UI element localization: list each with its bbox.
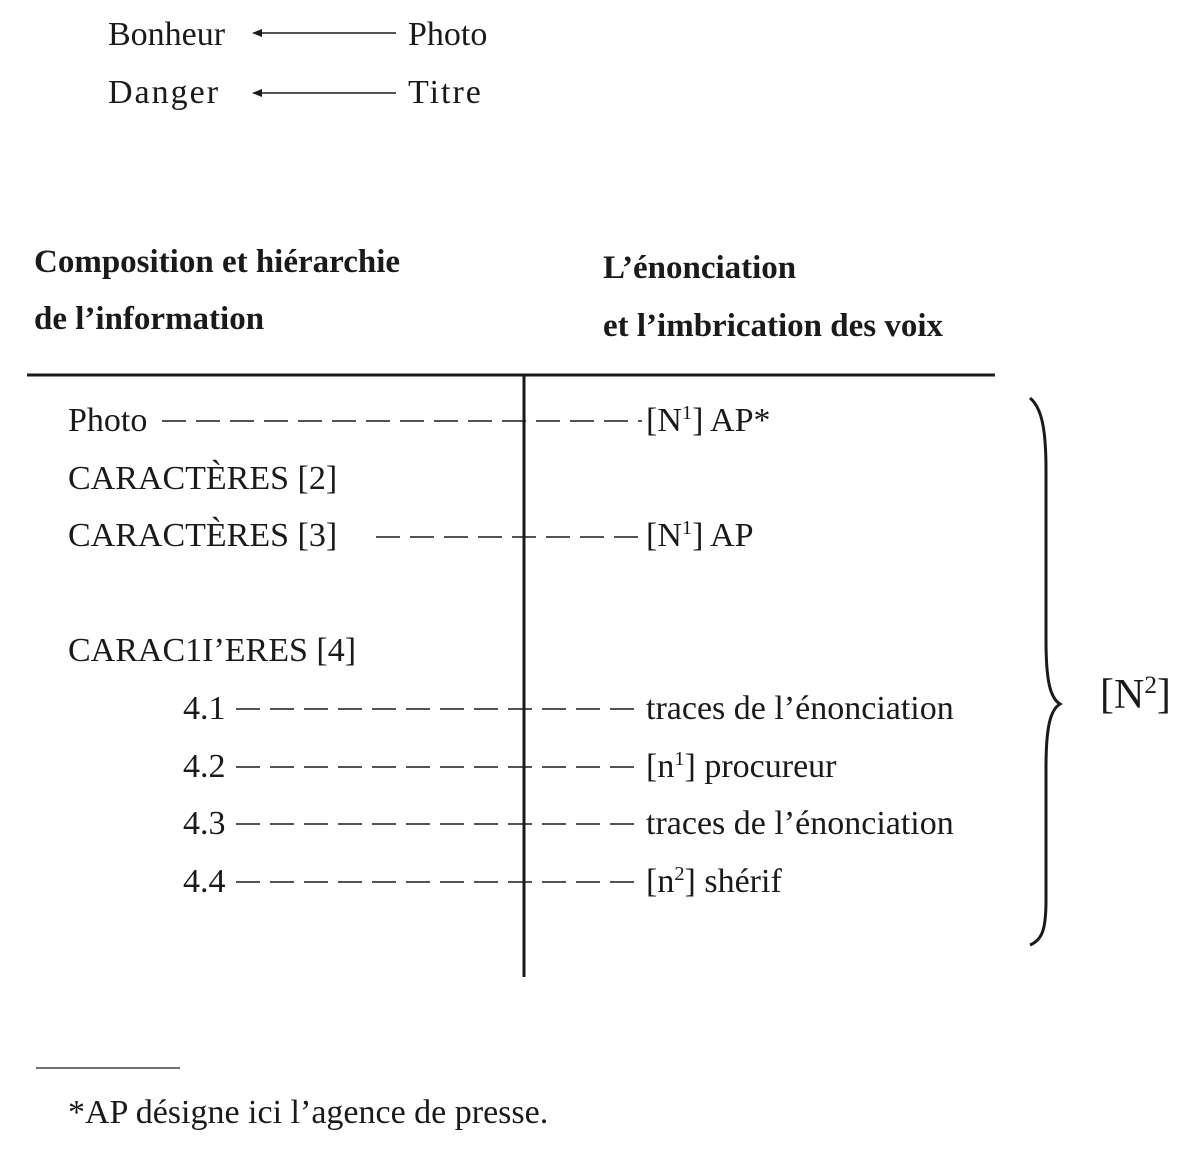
row-photo-voice: $[N^1]$ AP*	[646, 401, 771, 439]
top-pair-1-right: Photo	[408, 16, 488, 53]
left-header-line-2: de l’information	[34, 301, 265, 337]
row-4-3-label: 4.3	[183, 805, 226, 842]
row-4-2-label: 4.2	[183, 748, 226, 785]
top-pair-2-right: Titre	[408, 74, 483, 111]
row-caracteres-2-label: CARACTÈRES [2]	[68, 460, 338, 497]
top-pair-1-left: Bonheur	[108, 16, 226, 53]
right-header-line-2: et l’imbrication des voix	[603, 308, 944, 344]
row-4-1-voice: traces de l’énonciation	[646, 690, 954, 727]
row-caracteres-3-voice: $[N^1]$ AP	[646, 516, 754, 554]
dashed-connectors	[162, 421, 642, 882]
row-4-1-label: 4.1	[183, 690, 226, 727]
footnote: *AP désigne ici l’agence de presse.	[68, 1094, 549, 1131]
top-pair-2-left: Danger	[108, 74, 221, 111]
left-header-line-1: Composition et hiérarchie	[34, 244, 401, 280]
arrow-titre-to-danger	[252, 89, 396, 97]
arrow-photo-to-bonheur	[252, 29, 396, 37]
row-caracteres-3-label: CARACTÈRES [3]	[68, 517, 338, 554]
brace-label: $[N^2]$	[1100, 671, 1171, 718]
row-4-3-voice: traces de l’énonciation	[646, 805, 954, 842]
row-photo-label: Photo	[68, 402, 148, 439]
row-caracteres-4-label: CARAC1I’ERES [4]	[68, 632, 357, 669]
right-curly-brace	[1030, 398, 1060, 945]
right-header-line-1: L’énonciation	[603, 250, 797, 286]
row-4-4-label: 4.4	[183, 863, 226, 900]
row-4-4-voice: $[n^2]$ shérif	[646, 862, 782, 900]
row-4-2-voice: $[n^1]$ procureur	[646, 747, 837, 785]
